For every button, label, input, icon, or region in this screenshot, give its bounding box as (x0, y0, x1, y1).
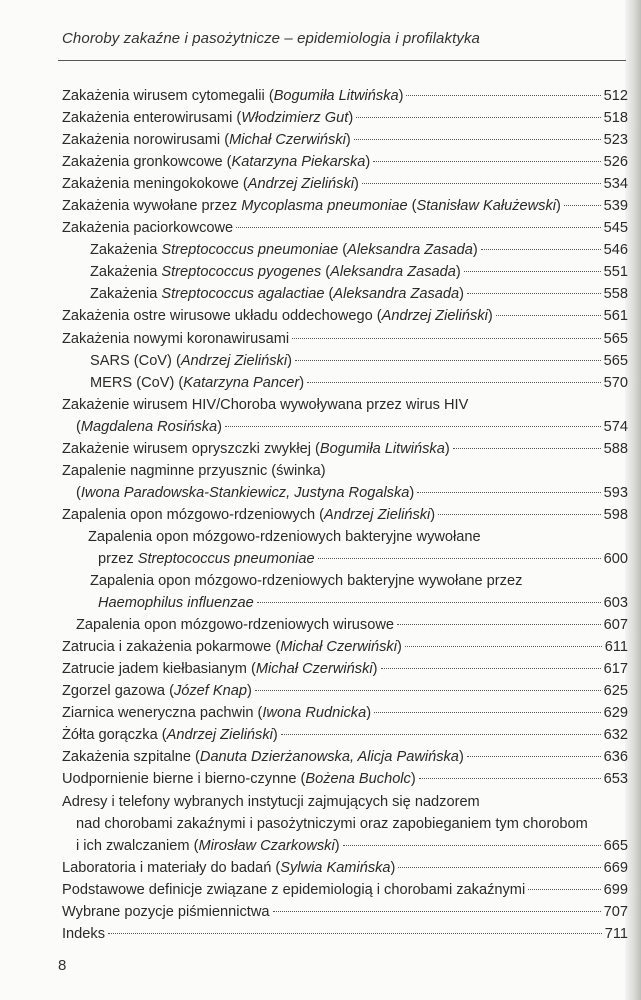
toc-italic-text: Streptococcus pneumoniae (137, 550, 315, 567)
toc-page-number: 526 (603, 154, 628, 171)
toc-italic-text: Bogumiła Litwińska (273, 88, 399, 104)
dot-leader (564, 205, 601, 206)
dot-leader (356, 117, 600, 118)
toc-text: MERS (CoV) ( (90, 374, 184, 391)
toc-entry-title (62, 658, 378, 680)
toc-text: Zakażenia meningokokowe ( (62, 176, 248, 193)
toc-text: ) (398, 88, 404, 104)
toc-page-number: 598 (603, 506, 628, 523)
toc-text: ) (396, 639, 402, 656)
toc-text: Zakażenia paciorkowcowe (62, 220, 234, 237)
toc-text: ) (409, 484, 415, 501)
dot-leader (292, 338, 601, 339)
toc-text: Żółta gorączka ( (62, 727, 167, 744)
toc-page-number: 558 (603, 286, 628, 303)
toc-entry (62, 482, 628, 504)
dot-leader (373, 161, 600, 162)
toc-text: ( (407, 198, 417, 215)
toc-page-number: 629 (603, 705, 628, 722)
toc-entry (62, 923, 628, 945)
toc-entry-title (62, 460, 326, 482)
toc-text: ) (455, 264, 461, 281)
dot-leader (481, 249, 601, 250)
toc-text: ) (472, 242, 478, 259)
dot-leader (318, 558, 601, 559)
toc-entry-title (62, 195, 561, 217)
toc-italic-text: Andrzej Zieliński (247, 176, 355, 193)
dot-leader (417, 492, 600, 493)
toc-entry (62, 217, 628, 239)
toc-page-number: 611 (604, 639, 628, 656)
toc-text: ( (324, 286, 334, 303)
toc-entry-title (62, 328, 289, 350)
toc-entry-title (62, 879, 525, 901)
toc-text: nad chorobami zakaźnymi i pasożytniczymi oraz zapobieganiem tym chorobom (76, 815, 588, 832)
toc-page-number: 523 (603, 132, 628, 149)
toc-entry (62, 504, 628, 526)
toc-text: Zakażenia (90, 286, 162, 303)
toc-text: Zakażenia (90, 242, 162, 259)
toc-text: ) (556, 198, 561, 215)
toc-italic-text: Streptococcus agalactiae (161, 286, 325, 303)
toc-entry (62, 261, 628, 283)
dot-leader (343, 845, 601, 846)
toc-entry-title (62, 173, 359, 195)
toc-entry (62, 724, 628, 746)
toc-text: i ich zwalczaniem ( (76, 837, 199, 854)
toc-text: Indeks (62, 925, 105, 942)
toc-text: ) (348, 110, 354, 127)
toc-text: Zakażenia nowymi koronawirusami (62, 330, 290, 347)
toc-italic-text: Włodzimierz Gut (241, 110, 349, 127)
toc-page-number: 607 (603, 617, 628, 634)
toc-text: Zapalenia opon mózgowo-rdzeniowych wirusowe (76, 617, 394, 634)
toc-entry-title (62, 438, 450, 460)
toc-text: ) (366, 705, 372, 722)
dot-leader (467, 293, 601, 294)
dot-leader (528, 889, 600, 890)
toc-entry (62, 658, 628, 680)
toc-entry (62, 460, 628, 482)
toc-text: ) (487, 308, 493, 325)
toc-text: Zakażenia szpitalne ( (62, 749, 200, 766)
toc-entry-title (62, 129, 351, 151)
toc-entry-title (62, 768, 416, 790)
toc-entry (62, 768, 628, 790)
toc-italic-text: Streptococcus pneumoniae (161, 242, 339, 259)
dot-leader (307, 382, 601, 383)
toc-text: przez (98, 550, 138, 567)
toc-entry-title (98, 592, 254, 614)
toc-text: Wybrane pozycje piśmiennictwa (62, 903, 270, 920)
toc-italic-text: Andrzej Zieliński (166, 727, 273, 744)
dot-leader (405, 646, 602, 647)
toc-page-number: 588 (603, 440, 628, 457)
toc-entry-title (98, 548, 315, 570)
toc-entry-title (62, 504, 435, 526)
toc-text: ) (299, 374, 305, 391)
toc-page-number: 617 (603, 661, 628, 678)
toc-entry-title (62, 923, 105, 945)
toc-entry (62, 879, 628, 901)
toc-entry-title (90, 239, 478, 261)
dot-leader (398, 867, 600, 868)
toc-italic-text: Stanisław Kałużewski (416, 198, 556, 215)
dot-leader (406, 95, 600, 96)
toc-text: ) (334, 837, 340, 854)
toc-entry-title (62, 636, 402, 658)
toc-page-number: 570 (603, 374, 628, 391)
dot-leader (438, 514, 600, 515)
toc-page-number: 669 (603, 859, 628, 876)
toc-entry-title (62, 791, 480, 813)
dot-leader (225, 426, 601, 427)
toc-entry (62, 283, 628, 305)
toc-text: Zapalenia opon mózgowo-rdzeniowych bakteryjne wywołane przez (90, 573, 523, 590)
toc-text: Adresy i telefony wybranych instytucji zajmujących się nadzorem (62, 793, 480, 810)
toc-italic-text: Iwona Paradowska-Stankiewicz, Justyna Rogalska (80, 484, 410, 501)
toc-page-number: 636 (603, 749, 628, 766)
toc-italic-text: Sylwia Kamińska (280, 859, 391, 876)
toc-entry (62, 791, 628, 813)
toc-text: Zatrucia i zakażenia pokarmowe ( (62, 639, 281, 656)
toc-entry (62, 85, 628, 107)
dot-leader (397, 624, 601, 625)
dot-leader (236, 227, 600, 228)
toc-entry-title (62, 724, 278, 746)
toc-entry (62, 901, 628, 923)
toc-italic-text: Michał Czerwiński (255, 661, 373, 678)
toc-page-number: 665 (603, 837, 628, 854)
toc-entry (62, 151, 628, 173)
toc-text: ) (458, 749, 464, 766)
toc-entry (62, 857, 628, 879)
dot-leader (419, 778, 601, 779)
toc-italic-text: Streptococcus pyogenes (161, 264, 322, 281)
toc-text: ) (272, 727, 278, 744)
toc-italic-text: Aleksandra Zasada (333, 286, 460, 303)
toc-italic-text: Aleksandra Zasada (347, 242, 473, 259)
toc-entry-title (62, 746, 464, 768)
toc-text: ) (390, 859, 396, 876)
toc-entry (62, 416, 628, 438)
toc-page-number: 707 (603, 903, 628, 920)
toc-text: Laboratoria i materiały do badań ( (62, 859, 281, 876)
toc-italic-text: Józef Knap (173, 683, 247, 700)
dot-leader (362, 183, 601, 184)
toc-entry (62, 548, 628, 570)
toc-entry (62, 614, 628, 636)
toc-entry (62, 350, 628, 372)
toc-entry (62, 328, 628, 350)
toc-entry-title (76, 482, 414, 504)
toc-italic-text: Aleksandra Zasada (330, 264, 456, 281)
toc-text: Zakażenie wirusem HIV/Choroba wywoływana przez wirus HIV (62, 396, 469, 413)
toc-page-number: 518 (603, 110, 628, 127)
toc-page-number: 565 (603, 330, 628, 347)
toc-entry-title (76, 835, 340, 857)
toc-entry (62, 636, 628, 658)
toc-page-number: 534 (603, 176, 628, 193)
toc-entry-title (62, 217, 233, 239)
toc-entry-title (62, 680, 252, 702)
toc-entry (62, 305, 628, 327)
toc-entry (62, 107, 628, 129)
toc-text: Ziarnica weneryczna pachwin ( (62, 705, 263, 722)
toc-text: Zakażenia wirusem cytomegalii ( (62, 88, 274, 104)
toc-text: ) (217, 418, 223, 435)
toc-text: ( (76, 484, 81, 501)
toc-text: Uodpornienie bierne i bierno-czynne ( (62, 771, 306, 788)
dot-leader (281, 734, 601, 735)
dot-leader (273, 911, 601, 912)
toc-italic-text: Haemophilus influenzae (98, 595, 254, 612)
toc-italic-text: Bogumiła Litwińska (319, 440, 445, 457)
toc-page-number: 603 (603, 595, 628, 612)
toc-entry-title (76, 614, 394, 636)
toc-page-number: 653 (603, 771, 628, 788)
toc-entry-title (62, 702, 371, 724)
toc-entry (62, 129, 628, 151)
toc-text: Zapalenie nagminne przyusznic (świnka) (62, 462, 326, 479)
toc-text: ) (444, 440, 450, 457)
toc-text: Zakażenia wywołane przez (62, 198, 242, 215)
dot-leader (354, 139, 601, 140)
dot-leader (295, 360, 601, 361)
toc-text: ( (338, 242, 348, 259)
toc-page-number: 545 (603, 220, 628, 237)
toc-entry-title (90, 372, 304, 394)
toc-page-number: 600 (603, 550, 628, 567)
toc-italic-text: Andrzej Zieliński (381, 308, 488, 325)
running-header: Choroby zakaźne i pasożytnicze – epidemiologia i profilaktyka (62, 30, 480, 47)
dot-leader (257, 602, 601, 603)
toc-text: Zakażenia (90, 264, 162, 281)
dot-leader (255, 690, 601, 691)
toc-entry (62, 372, 628, 394)
toc-entry-title (90, 283, 464, 305)
toc-entry-title (90, 350, 292, 372)
toc-entry (62, 813, 628, 835)
toc-text: ) (354, 176, 359, 193)
toc-page-number: 561 (603, 308, 628, 325)
toc-entry-title (62, 901, 270, 923)
dot-leader (467, 756, 601, 757)
toc-italic-text: Mycoplasma pneumoniae (241, 198, 408, 215)
toc-entry-title (62, 857, 395, 879)
toc-entry (62, 592, 628, 614)
toc-text: ) (246, 683, 252, 700)
toc-italic-text: Andrzej Zieliński (324, 506, 431, 523)
toc-text: Zakażenia ostre wirusowe układu oddechowego ( (62, 308, 382, 325)
toc-entry (62, 746, 628, 768)
toc-page-number: 539 (603, 198, 628, 215)
toc-text: ) (430, 506, 436, 523)
toc-entry-title (62, 394, 468, 416)
toc-page-number: 711 (604, 925, 628, 942)
dot-leader (381, 668, 601, 669)
toc-page-number: 574 (603, 418, 628, 435)
toc-entry-title (62, 305, 493, 327)
toc-entry-title (88, 526, 481, 548)
toc-page-number: 632 (603, 727, 628, 744)
header-rule (58, 60, 626, 61)
toc-entry (62, 173, 628, 195)
page-number: 8 (58, 957, 67, 974)
toc-entry-title (90, 570, 522, 592)
toc-text: ) (287, 352, 292, 369)
toc-page-number: 593 (603, 484, 628, 501)
toc-entry (62, 526, 628, 548)
dot-leader (374, 712, 601, 713)
toc-entry-title (62, 85, 403, 107)
toc-entry-title (90, 261, 461, 283)
table-of-contents (62, 85, 628, 945)
toc-page-number: 546 (603, 242, 628, 259)
toc-text: Zakażenia enterowirusami ( (62, 110, 242, 127)
toc-page-number: 512 (603, 88, 628, 104)
toc-entry (62, 394, 628, 416)
toc-entry (62, 438, 628, 460)
toc-text: Podstawowe definicje związane z epidemiologią i chorobami zakaźnymi (62, 881, 526, 898)
toc-italic-text: Michał Czerwiński (280, 639, 397, 656)
toc-text: ) (365, 154, 371, 171)
toc-text: Zatrucie jadem kiełbasianym ( (62, 661, 256, 678)
toc-entry-title (76, 813, 588, 835)
toc-entry (62, 195, 628, 217)
toc-text: Zgorzel gazowa ( (62, 683, 174, 700)
toc-entry (62, 702, 628, 724)
toc-text: SARS (CoV) ( (90, 352, 181, 369)
toc-entry-title (62, 151, 370, 173)
dot-leader (496, 315, 601, 316)
toc-page-number: 551 (603, 264, 628, 281)
toc-entry (62, 570, 628, 592)
dot-leader (464, 271, 601, 272)
toc-text: ) (459, 286, 464, 303)
toc-italic-text: Michał Czerwiński (229, 132, 346, 149)
toc-entry-title (62, 107, 353, 129)
toc-text: ) (345, 132, 351, 149)
toc-text: ) (372, 661, 378, 678)
toc-text: Zakażenie wirusem opryszczki zwykłej ( (62, 440, 320, 457)
toc-entry (62, 835, 628, 857)
toc-entry (62, 680, 628, 702)
toc-italic-text: Katarzyna Piekarska (231, 154, 366, 171)
dot-leader (108, 933, 602, 934)
toc-entry (62, 239, 628, 261)
dot-leader (453, 448, 601, 449)
toc-page-number: 625 (603, 683, 628, 700)
toc-text: ( (76, 418, 81, 435)
toc-italic-text: Danuta Dzierżanowska, Alicja Pawińska (199, 749, 459, 766)
toc-text: Zakażenia norowirusami ( (62, 132, 230, 149)
toc-text: Zakażenia gronkowcowe ( (62, 154, 232, 171)
toc-italic-text: Iwona Rudnicka (262, 705, 367, 722)
toc-text: ( (321, 264, 331, 281)
toc-italic-text: Katarzyna Pancer (183, 374, 300, 391)
toc-page-number: 565 (603, 352, 628, 369)
toc-page-number: 699 (603, 881, 628, 898)
toc-text: Zapalenia opon mózgowo-rdzeniowych bakteryjne wywołane (88, 528, 481, 545)
toc-text: Zapalenia opon mózgowo-rdzeniowych ( (62, 506, 325, 523)
toc-italic-text: Andrzej Zieliński (180, 352, 288, 369)
toc-entry-title (76, 416, 222, 438)
toc-text: ) (410, 771, 416, 788)
toc-italic-text: Bożena Bucholc (305, 771, 411, 788)
toc-italic-text: Mirosław Czarkowski (198, 837, 335, 854)
toc-italic-text: Magdalena Rosińska (80, 418, 218, 435)
